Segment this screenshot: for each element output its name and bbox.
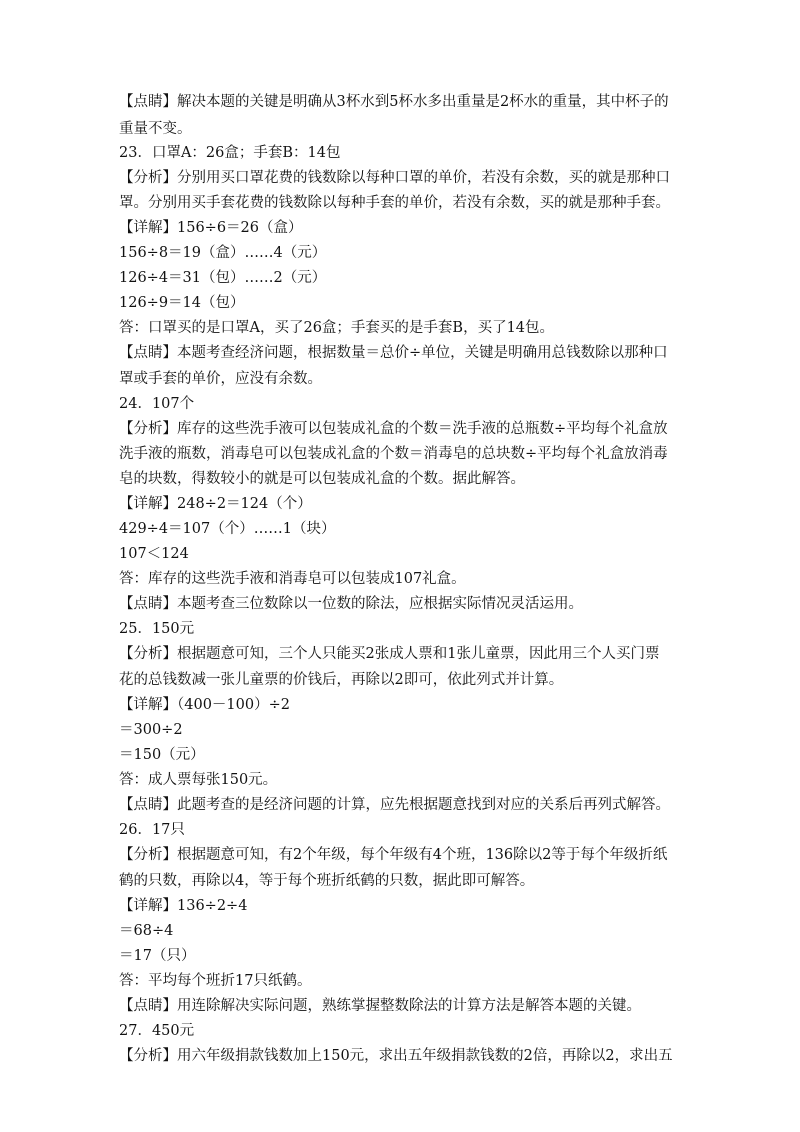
text-line: 答：平均每个班折17只纸鹤。 <box>119 973 312 989</box>
text-line: 25．150元 <box>119 621 195 637</box>
text-line: ＝17（只） <box>119 948 196 964</box>
text-line: 答：库存的这些洗手液和消毒皂可以包装成107礼盒。 <box>119 571 466 587</box>
text-line: 【分析】分别用买口罩花费的钱数除以每种口罩的单价，若没有余数，买的就是那种口 <box>119 170 670 186</box>
text-line: 24．107个 <box>119 396 195 412</box>
text-line: 【点睛】本题考查三位数除以一位数的除法，应根据实际情况灵活运用。 <box>119 596 583 612</box>
text-line: ＝300÷2 <box>119 722 183 738</box>
text-line: 答：口罩买的是口罩A，买了26盒；手套买的是手套B，买了14包。 <box>119 320 555 336</box>
text-line: 23．口罩A：26盒；手套B：14包 <box>119 145 341 161</box>
text-line: 107＜124 <box>119 546 189 562</box>
text-line: 【点睛】用连除解决实际问题，熟练掌握整数除法的计算方法是解答本题的关键。 <box>119 998 641 1014</box>
text-line: 【详解】136÷2÷4 <box>119 898 248 914</box>
text-line: 【点睛】解决本题的关键是明确从3杯水到5杯水多出重量是2杯水的重量，其中杯子的 <box>119 94 669 110</box>
text-line: 鹤的只数，再除以4，等于每个班折纸鹤的只数，据此即可解答。 <box>119 873 535 889</box>
text-line: 【分析】库存的这些洗手液可以包装成礼盒的个数＝洗手液的总瓶数÷平均每个礼盒放 <box>119 421 668 437</box>
text-line: 156÷8＝19（盒）……4（元） <box>119 245 327 261</box>
text-line: 【详解】156÷6＝26（盒） <box>119 220 303 236</box>
text-line: 【点睛】此题考查的是经济问题的计算，应先根据题意找到对应的关系后再列式解答。 <box>119 797 670 813</box>
text-line: 答：成人票每张150元。 <box>119 772 278 788</box>
text-line: 罩或手套的单价，应没有余数。 <box>119 371 322 387</box>
text-line: 【点睛】本题考查经济问题，根据数量＝总价÷单位，关键是明确用总钱数除以那种口 <box>119 345 668 361</box>
text-line: ＝68÷4 <box>119 923 174 939</box>
text-line: 花的总钱数减一张儿童票的价钱后，再除以2即可，依此列式并计算。 <box>119 672 564 688</box>
text-line: 罩。分别用买手套花费的钱数除以每种手套的单价，若没有余数，买的就是那种手套。 <box>119 195 670 211</box>
text-line: 洗手液的瓶数，消毒皂可以包装成礼盒的个数＝消毒皂的总块数÷平均每个礼盒放消毒 <box>119 446 668 462</box>
text-line: 126÷4＝31（包）……2（元） <box>119 270 327 286</box>
text-line: 【分析】根据题意可知，三个人只能买2张成人票和1张儿童票，因此用三个人买门票 <box>119 646 660 662</box>
text-line: 429÷4＝107（个）……1（块） <box>119 521 336 537</box>
text-line: 皂的块数，得数较小的就是可以包装成礼盒的个数。据此解答。 <box>119 471 525 487</box>
text-line: 【详解】248÷2＝124（个） <box>119 496 312 512</box>
text-line: 【分析】根据题意可知，有2个年级，每个年级有4个班，136除以2等于每个年级折纸 <box>119 847 668 863</box>
text-line: 27．450元 <box>119 1023 195 1039</box>
text-line: 26．17只 <box>119 822 185 838</box>
text-line: ＝150（元） <box>119 747 205 763</box>
text-line: 重量不变。 <box>119 121 192 137</box>
text-line: 【详解】（400－100）÷2 <box>119 697 290 713</box>
text-line: 126÷9＝14（包） <box>119 295 245 311</box>
text-line: 【分析】用六年级捐款钱数加上150元，求出五年级捐款钱数的2倍，再除以2，求出五 <box>119 1048 673 1064</box>
